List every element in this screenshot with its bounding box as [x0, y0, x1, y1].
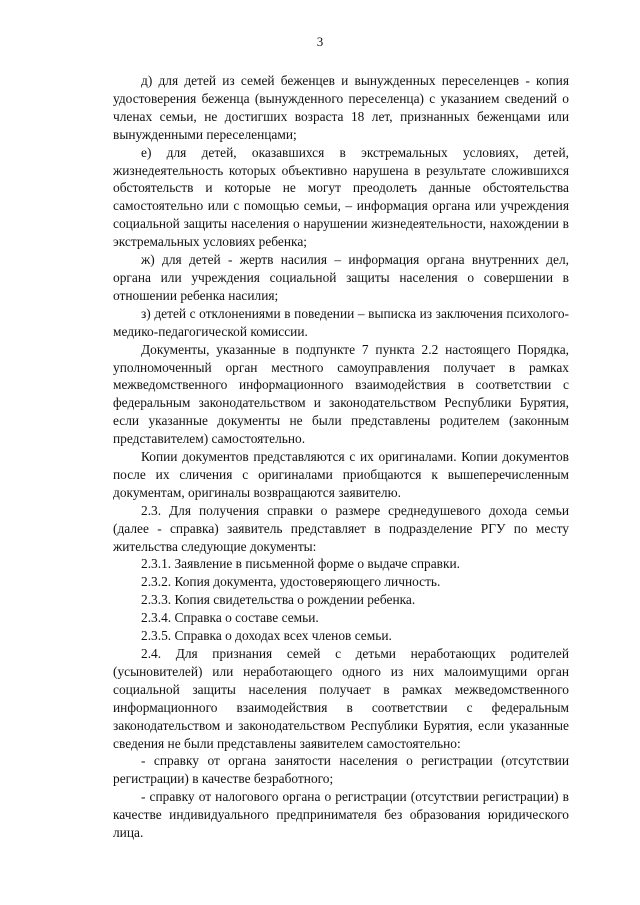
paragraph-e-extreme-conditions: е) для детей, оказавшихся в экстремальных условиях, детей, жизнедеятельность которых объективно нарушена в результате сложившихся обстоятельств и которые не могут преодолеть данные обстоятельства самостоятельно или с помощью семьи, – информация органа или учреждения социальной защиты населения о нарушении жизнедеятельности, нахождении в экстремальных условиях ребенка; — [113, 144, 569, 250]
paragraph-employment-certificate: - справку от органа занятости населения о регистрации (отсутствии регистрации) в качестве безработного; — [113, 753, 569, 787]
paragraph-z-behavior-deviations: з) детей с отклонениями в поведении – выписка из заключения психолого-медико-педагогической комиссии. — [113, 305, 569, 339]
paragraph-tax-certificate: - справку от налогового органа о регистрации (отсутствии регистрации) в качестве индивидуального предпринимателя без образования юридического лица. — [113, 789, 569, 841]
paragraph-2-3-3: 2.3.3. Копия свидетельства о рождении ребенка. — [141, 592, 416, 608]
paragraph-d-refugees: д) для детей из семей беженцев и вынужденных переселенцев - копия удостоверения беженца (вынужденного переселенца) с указанием сведений о членах семьи, не достигших возраста 18 лет, признанных беженцами или вынужденными переселенцами; — [113, 73, 569, 142]
document-body — [113, 72, 569, 842]
page-number: 3 — [316, 34, 324, 49]
paragraph-2-3-4: 2.3.4. Справка о составе семьи. — [141, 610, 319, 626]
paragraph-2-3-2: 2.3.2. Копия документа, удостоверяющего личность. — [141, 574, 441, 590]
paragraph-2-4-low-income: 2.4. Для признания семей с детьми неработающих родителей (усыновителей) или неработающего одного из них малоимущими орган социальной защиты населения получает в рамках межведомственного информационного взаимодействия в соответствии с федеральным законодательством и законодательством Республики Бурятия, если указанные сведения не были представлены заявителем самостоятельно: — [113, 646, 569, 751]
paragraph-2-3-1: 2.3.1. Заявление в письменной форме о выдаче справки. — [141, 556, 461, 572]
paragraph-document-copies: Копии документов представляются с их оригиналами. Копии документов после их сличения с оригиналами приобщаются к вышеперечисленным документам, оригиналы возвращаются заявителю. — [113, 449, 569, 500]
paragraph-2-3-5: 2.3.5. Справка о доходах всех членов семьи. — [141, 628, 392, 644]
paragraph-documents-interagency: Документы, указанные в подпункте 7 пункта 2.2 настоящего Порядка, уполномоченный орган местного самоуправления получает в рамках межведомственного информационного взаимодействия в соответствии с федеральным законодательством и законодательством Республики Бурятия, если указанные документы не были представлены родителем (законным представителем) самостоятельно. — [113, 341, 569, 447]
paragraph-2-3-income-certificate: 2.3. Для получения справки о размере среднедушевого дохода семьи (далее - справка) заявитель представляет в подразделение РГУ по месту жительства следующие документы: — [113, 502, 569, 554]
paragraph-zh-violence-victims: ж) для детей - жертв насилия – информация органа внутренних дел, органа или учреждения социальной защиты населения о совершении в отношении ребенка насилия; — [113, 252, 569, 303]
